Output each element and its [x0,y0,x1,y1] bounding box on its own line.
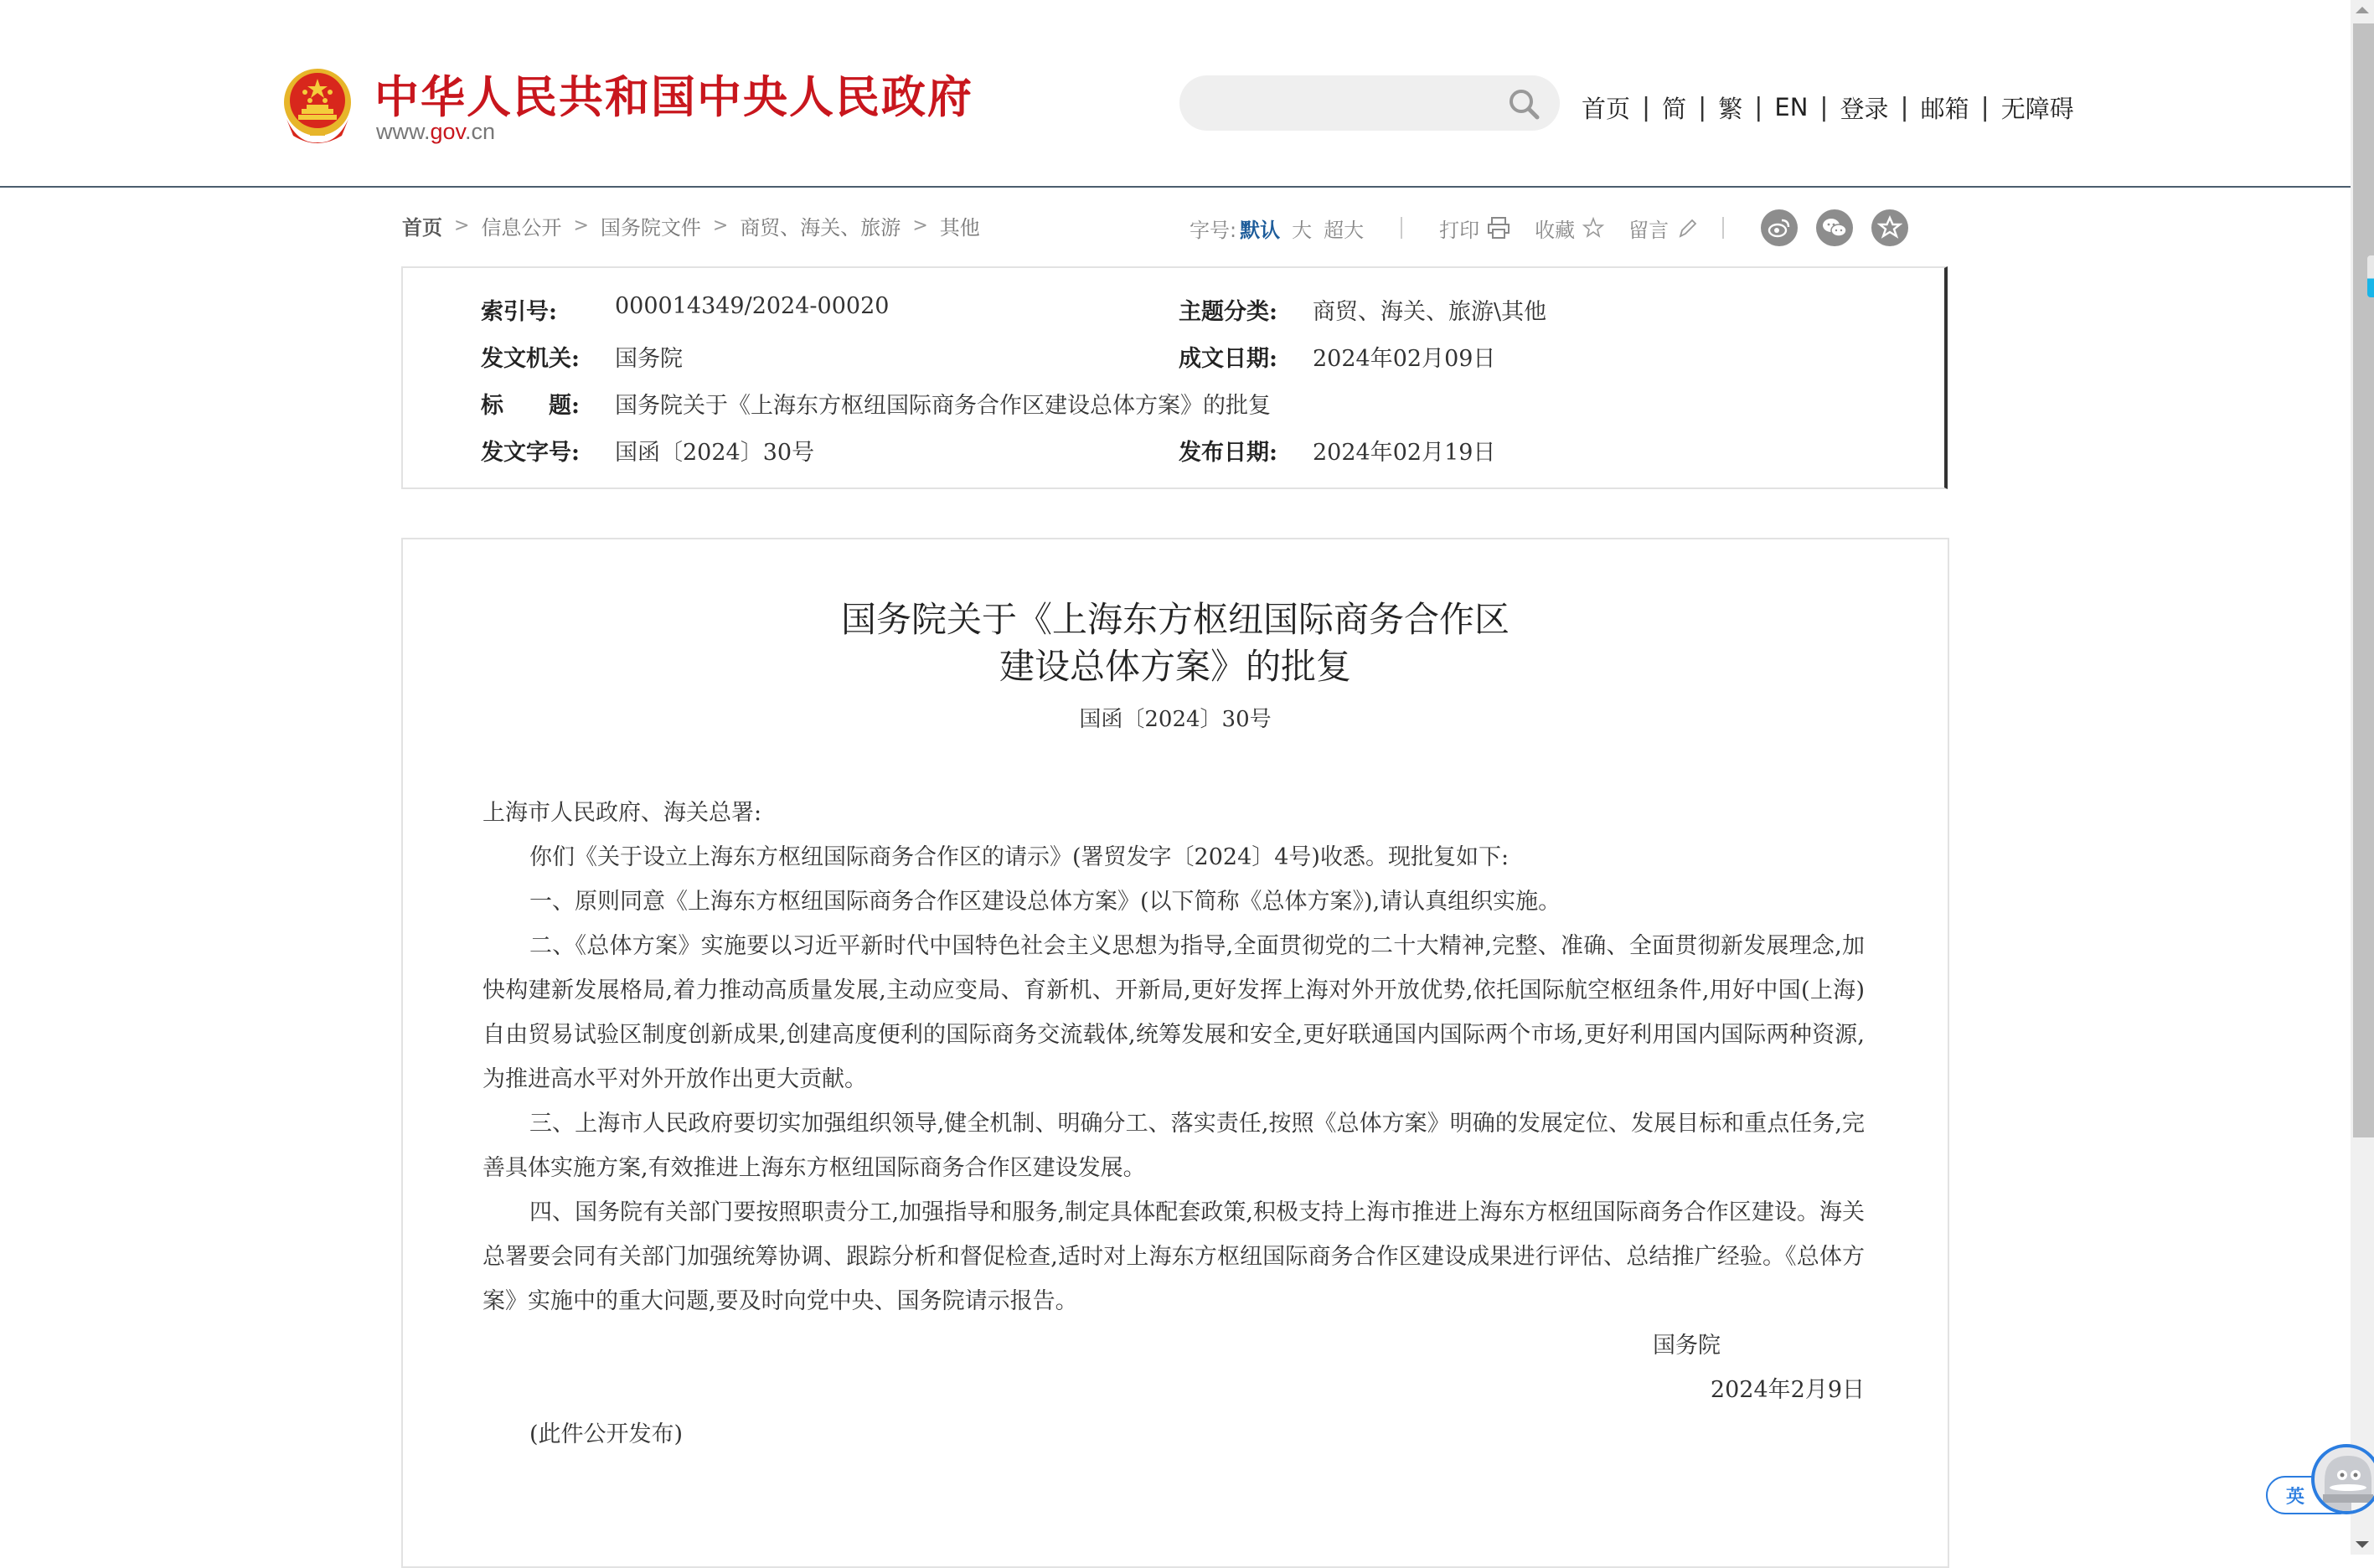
meta-label: 索引号: [481,299,557,325]
site-url [376,119,495,145]
favorite-button[interactable] [1535,214,1605,243]
nav-separator: | [1980,92,1990,122]
pencil-icon [1675,216,1699,240]
breadcrumb-home[interactable]: 首页 [402,216,442,240]
nav-separator: | [1642,92,1651,122]
meta-label: 成文日期: [1179,346,1277,372]
vertical-scrollbar[interactable] [2351,0,2374,1555]
font-size-xlarge[interactable]: 超大 [1324,218,1365,242]
signature: 国务院 [1653,1333,1721,1359]
nav-separator: | [1754,92,1763,122]
url-prefix: www. [376,119,431,144]
paragraph: 二、《总体方案》实施要以习近平新时代中国特色社会主义思想为指导,全面贯彻党的二十大精神,完整、准确、全面贯彻新发展理念,加快构建新发展格局,着力推动高质量发展,主动应变局、育新机、开新局,更好发挥上海对外开放优势,依托国际航空枢纽条件,用好中国(上海)自由贸易试验区制度创新成果,创建高度便利的国际商务交流载体,统筹发展和安全,更好联通国内国际两个市场,更好利用国内国际两种资源,为推进高水平对外开放作出更大贡献。 [483,933,1865,1092]
signature-date: 2024年2月9日 [1710,1377,1865,1403]
weibo-icon [1767,215,1792,240]
search-icon [1506,86,1541,121]
meta-published-date [1179,434,1495,467]
top-nav [1582,86,2074,128]
divider [1722,217,1724,239]
document-text [483,791,1865,1457]
document-title-line: 建设总体方案》的批复 [999,646,1351,687]
article-tools [1190,209,1927,246]
nav-home[interactable]: 首页 [1582,94,1631,123]
url-brand: gov [430,119,466,144]
divider [1401,217,1402,239]
meta-value: 商贸、海关、旅游\其他 [1313,299,1547,325]
meta-label: 主题分类: [1179,299,1277,325]
star-icon [1582,216,1605,240]
salutation: 上海市人民政府、海关总署: [483,800,762,826]
search-button[interactable] [1506,86,1541,121]
language-toggle-label: 英 [2286,1487,2305,1508]
meta-value: 国函〔2024〕30号 [615,440,815,466]
breadcrumb-trade-customs-tourism[interactable]: 商贸、海关、旅游 [740,216,901,240]
comment-label: 留言 [1628,218,1670,242]
star-circle-icon [1877,215,1902,240]
wechat-share-button[interactable] [1816,209,1853,246]
print-button[interactable] [1439,214,1511,243]
document-title-line: 国务院关于《上海东方枢纽国际商务合作区 [840,599,1510,640]
chevron-right-icon: > [573,215,589,236]
meta-value: 国务院 [615,346,683,372]
chevron-right-icon: > [454,215,470,236]
meta-label: 发文机关: [481,346,580,372]
meta-written-date [1179,340,1495,373]
comment-button[interactable] [1628,214,1699,243]
meta-label: 发文字号: [481,440,580,466]
national-emblem-icon[interactable] [281,67,354,147]
weibo-share-button[interactable] [1761,209,1798,246]
search-box [1179,75,1560,131]
print-label: 打印 [1439,218,1480,242]
site-title[interactable]: 中华人民共和国中央人民政府 [374,72,973,123]
breadcrumb-state-council-docs[interactable]: 国务院文件 [600,216,701,240]
assistant-robot-button[interactable] [2311,1444,2374,1514]
meta-value: 2024年02月09日 [1313,346,1496,372]
nav-login[interactable]: 登录 [1840,94,1889,123]
printer-icon [1486,215,1511,240]
paragraph: 四、国务院有关部门要按照职责分工,加强指导和服务,制定具体配套政策,积极支持上海市推进上海东方枢纽国际商务合作区建设。海关总署要会同有关部门加强统筹协调、跟踪分析和督促检查,适时对上海东方枢纽国际商务合作区建设成果进行评估、总结推广经验。《总体方案》实施中的重大问题,要及时向党中央、国务院请示报告。 [483,1199,1865,1314]
font-size-large[interactable]: 大 [1292,218,1313,242]
nav-separator: | [1698,92,1707,122]
nav-traditional[interactable]: 繁 [1718,94,1743,123]
chevron-right-icon: > [712,215,729,236]
font-size-default[interactable]: 默认 [1240,218,1281,242]
document-title [403,596,1948,690]
nav-accessibility[interactable]: 无障碍 [2000,94,2074,123]
favorite-share-button[interactable] [1871,209,1908,246]
url-suffix: .cn [465,119,496,144]
search-input[interactable] [1205,84,1493,124]
meta-index [481,293,889,326]
breadcrumb-other[interactable]: 其他 [939,216,980,240]
meta-value: 国务院关于《上海东方枢纽国际商务合作区建设总体方案》的批复 [615,393,1271,419]
meta-issuer [481,340,683,373]
scroll-down-arrow-icon[interactable] [2356,1541,2369,1548]
breadcrumb-info-disclosure[interactable]: 信息公开 [481,216,562,240]
document-body [401,538,1949,1568]
nav-mail[interactable]: 邮箱 [1920,94,1969,123]
site-header [0,0,2351,188]
wechat-icon [1821,215,1848,240]
meta-doc-number [481,434,814,467]
scrollbar-thumb[interactable] [2353,23,2374,1137]
breadcrumb [402,211,980,240]
publication-note: (此件公开发布) [529,1421,684,1447]
paragraph: 你们《关于设立上海东方枢纽国际商务合作区的请示》(署贸发字〔2024〕4号)收悉。现批复如下: [529,844,1510,870]
nav-separator: | [1819,92,1829,122]
favorite-label: 收藏 [1535,218,1576,242]
font-size-label: 字号: [1190,218,1237,242]
robot-avatar-icon [2315,1447,2374,1514]
nav-separator: | [1900,92,1909,122]
document-number: 国函〔2024〕30号 [1079,707,1272,732]
chevron-right-icon: > [912,215,928,236]
scroll-up-arrow-icon[interactable] [2356,7,2369,13]
meta-value: 000014349/2024-00020 [615,293,890,319]
scroll-progress-indicator [2367,255,2374,297]
nav-english[interactable]: EN [1774,93,1809,121]
paragraph: 三、上海市人民政府要切实加强组织领导,健全机制、明确分工、落实责任,按照《总体方案》明确的发展定位、发展目标和重点任务,完善具体实施方案,有效推进上海东方枢纽国际商务合作区建设发展。 [483,1111,1865,1181]
paragraph: 一、原则同意《上海东方枢纽国际商务合作区建设总体方案》(以下简称《总体方案》),请认真组织实施。 [529,889,1561,915]
meta-value: 2024年02月19日 [1313,440,1496,466]
meta-label: 发布日期: [1179,440,1277,466]
meta-title [481,387,1271,420]
nav-simplified[interactable]: 简 [1662,94,1687,123]
meta-label: 标 题: [481,393,580,419]
document-metadata [401,266,1948,489]
meta-topic [1179,293,1546,326]
